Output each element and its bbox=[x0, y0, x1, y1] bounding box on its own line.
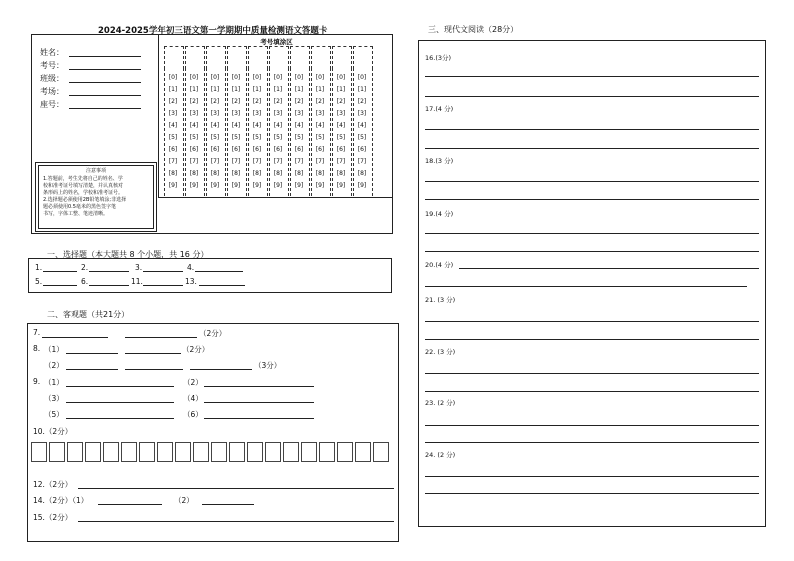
exam-digit-bubble[interactable]: [2] bbox=[294, 98, 304, 105]
exam-digit-bubble[interactable]: [7] bbox=[189, 158, 199, 165]
header-card bbox=[31, 34, 393, 234]
exam-digit-bubble[interactable]: [4] bbox=[294, 122, 304, 129]
q8-part1-answer-b[interactable] bbox=[125, 353, 181, 354]
exam-number-writein-box[interactable] bbox=[353, 46, 373, 69]
q10-char-box[interactable] bbox=[121, 442, 137, 462]
q10-char-box[interactable] bbox=[301, 442, 317, 462]
exam-digit-bubble[interactable]: [2] bbox=[252, 98, 262, 105]
q9-part2-answer[interactable] bbox=[204, 386, 314, 387]
exam-digit-bubble[interactable]: [4] bbox=[252, 122, 262, 129]
exam-digit-bubble[interactable]: [9] bbox=[294, 182, 304, 189]
exam-digit-bubble[interactable]: [3] bbox=[168, 110, 178, 117]
mc-answer-11[interactable] bbox=[143, 285, 183, 286]
exam-digit-bubble[interactable]: [9] bbox=[168, 182, 178, 189]
q10-char-box[interactable] bbox=[319, 442, 335, 462]
q9-part3-answer[interactable] bbox=[66, 402, 174, 403]
exam-digit-bubble[interactable]: [2] bbox=[357, 98, 367, 105]
exam-digit-bubble[interactable]: [0] bbox=[168, 74, 178, 81]
notice-line: 题必须使用0.5毫米的黑色签字笔 bbox=[43, 204, 116, 210]
field-class-label: 班级： bbox=[40, 74, 64, 83]
exam-digit-bubble[interactable]: [3] bbox=[294, 110, 304, 117]
exam-digit-bubble[interactable]: [9] bbox=[336, 182, 346, 189]
exam-digit-bubble[interactable]: [2] bbox=[273, 98, 283, 105]
exam-digit-bubble[interactable]: [5] bbox=[294, 134, 304, 141]
q23-answer-line[interactable] bbox=[425, 425, 759, 426]
exam-digit-bubble[interactable]: [0] bbox=[336, 74, 346, 81]
q9-part2-label: （2） bbox=[183, 378, 203, 387]
field-name-label: 姓名： bbox=[40, 48, 64, 57]
q10-char-box[interactable] bbox=[265, 442, 281, 462]
exam-digit-bubble[interactable]: [7] bbox=[357, 158, 367, 165]
exam-digit-bubble[interactable]: [9] bbox=[189, 182, 199, 189]
exam-digit-bubble[interactable]: [5] bbox=[252, 134, 262, 141]
q10-char-box[interactable] bbox=[193, 442, 209, 462]
section2-box bbox=[27, 323, 399, 542]
q14-part2-label: （2） bbox=[174, 496, 194, 505]
q9-label: 9. bbox=[33, 377, 41, 386]
field-name-line[interactable] bbox=[69, 56, 141, 57]
q8-part2-answer-b[interactable] bbox=[125, 369, 183, 370]
exam-digit-bubble[interactable]: [6] bbox=[315, 146, 325, 153]
q12-answer[interactable] bbox=[78, 488, 394, 489]
exam-digit-bubble[interactable]: [5] bbox=[336, 134, 346, 141]
q15-label: 15.（2分） bbox=[33, 513, 73, 522]
mc-answer-3[interactable] bbox=[143, 271, 183, 272]
notice-box bbox=[35, 162, 157, 232]
q10-char-box[interactable] bbox=[85, 442, 101, 462]
field-room-line[interactable] bbox=[69, 95, 141, 96]
notice-line: 校和准考证号填写清楚，并认真核对 bbox=[43, 183, 124, 189]
q18-answer-line[interactable] bbox=[425, 181, 759, 182]
q9-part6-label: （6） bbox=[183, 410, 203, 419]
exam-digit-bubble[interactable]: [0] bbox=[273, 74, 283, 81]
exam-digit-bubble[interactable]: [0] bbox=[210, 74, 220, 81]
exam-digit-bubble[interactable]: [2] bbox=[189, 98, 199, 105]
section2-title: 二、客观题（共21分） bbox=[47, 310, 130, 319]
q9-part1-label: （1） bbox=[44, 378, 64, 387]
q10-char-box[interactable] bbox=[31, 442, 47, 462]
q9-part5-answer[interactable] bbox=[66, 418, 174, 419]
q10-char-box[interactable] bbox=[229, 442, 245, 462]
mc-label-6: 6. bbox=[81, 277, 89, 286]
mc-label-11: 11. bbox=[131, 277, 143, 286]
exam-digit-bubble[interactable]: [6] bbox=[189, 146, 199, 153]
exam-digit-bubble[interactable]: [4] bbox=[189, 122, 199, 129]
q10-char-box[interactable] bbox=[247, 442, 263, 462]
mc-answer-4[interactable] bbox=[195, 271, 243, 272]
exam-digit-bubble[interactable]: [7] bbox=[168, 158, 178, 165]
exam-digit-bubble[interactable]: [0] bbox=[189, 74, 199, 81]
q21-answer-line[interactable] bbox=[425, 321, 759, 322]
exam-digit-bubble[interactable]: [8] bbox=[357, 170, 367, 177]
section1-box bbox=[28, 258, 392, 293]
section3-box bbox=[418, 40, 766, 527]
q17-label: 17.(4 分) bbox=[425, 105, 454, 113]
q19-label: 19.(4 分) bbox=[425, 210, 454, 218]
exam-number-grid bbox=[159, 46, 394, 198]
mc-label-13: 13. bbox=[185, 277, 197, 286]
exam-digit-bubble[interactable]: [5] bbox=[357, 134, 367, 141]
q17-answer-line[interactable] bbox=[425, 148, 759, 149]
exam-digit-bubble[interactable]: [7] bbox=[273, 158, 283, 165]
q10-char-box[interactable] bbox=[175, 442, 191, 462]
exam-digit-bubble[interactable]: [6] bbox=[273, 146, 283, 153]
exam-digit-bubble[interactable]: [7] bbox=[315, 158, 325, 165]
q20-answer-line[interactable] bbox=[425, 286, 747, 287]
exam-digit-bubble[interactable]: [8] bbox=[315, 170, 325, 177]
q20-answer-line[interactable] bbox=[459, 268, 759, 269]
exam-digit-bubble[interactable]: [7] bbox=[294, 158, 304, 165]
exam-digit-bubble[interactable]: [3] bbox=[315, 110, 325, 117]
exam-digit-bubble[interactable]: [4] bbox=[231, 122, 241, 129]
exam-digit-bubble[interactable]: [1] bbox=[336, 86, 346, 93]
q22-answer-line[interactable] bbox=[425, 373, 759, 374]
field-id-label: 考号： bbox=[40, 61, 64, 70]
exam-digit-bubble[interactable]: [5] bbox=[231, 134, 241, 141]
q10-box-grid bbox=[31, 442, 395, 464]
exam-digit-bubble[interactable]: [4] bbox=[315, 122, 325, 129]
exam-digit-bubble[interactable]: [3] bbox=[189, 110, 199, 117]
exam-digit-bubble[interactable]: [8] bbox=[252, 170, 262, 177]
q10-char-box[interactable] bbox=[373, 442, 389, 462]
exam-number-writein-box[interactable] bbox=[227, 46, 247, 69]
notice-line: 条形码上的姓名，学校和准考证号。 bbox=[43, 190, 124, 196]
exam-number-label: 考号填涂区 bbox=[260, 38, 293, 46]
exam-digit-bubble[interactable]: [9] bbox=[315, 182, 325, 189]
q10-char-box[interactable] bbox=[157, 442, 173, 462]
q9-part6-answer[interactable] bbox=[204, 418, 314, 419]
exam-digit-bubble[interactable]: [8] bbox=[273, 170, 283, 177]
q10-char-box[interactable] bbox=[337, 442, 353, 462]
q8-part1-label: （1） bbox=[44, 345, 64, 354]
mc-answer-2[interactable] bbox=[89, 271, 129, 272]
q9-part4-answer[interactable] bbox=[204, 402, 314, 403]
q8-part2-score: （3分） bbox=[254, 361, 282, 370]
exam-number-writein-box[interactable] bbox=[290, 46, 310, 69]
q8-label: 8. bbox=[33, 344, 41, 353]
q16-answer-line[interactable] bbox=[425, 76, 759, 77]
q16-answer-line[interactable] bbox=[425, 96, 759, 97]
notice-inner bbox=[38, 165, 154, 229]
exam-digit-bubble[interactable]: [5] bbox=[168, 134, 178, 141]
q15-answer[interactable] bbox=[78, 521, 394, 522]
q19-answer-line[interactable] bbox=[425, 251, 759, 252]
exam-digit-bubble[interactable]: [2] bbox=[210, 98, 220, 105]
mc-label-5: 5. bbox=[35, 277, 43, 286]
exam-number-writein-box[interactable] bbox=[185, 46, 205, 69]
mc-answer-6[interactable] bbox=[89, 285, 129, 286]
notice-line: 书写，字体工整、笔迹清晰。 bbox=[43, 211, 109, 217]
mc-answer-1[interactable] bbox=[43, 271, 77, 272]
exam-digit-bubble[interactable]: [6] bbox=[231, 146, 241, 153]
exam-digit-bubble[interactable]: [1] bbox=[252, 86, 262, 93]
exam-number-writein-box[interactable] bbox=[332, 46, 352, 69]
q19-answer-line[interactable] bbox=[425, 233, 759, 234]
field-seat-label: 座号： bbox=[40, 100, 64, 109]
exam-digit-bubble[interactable]: [4] bbox=[210, 122, 220, 129]
exam-digit-bubble[interactable]: [1] bbox=[273, 86, 283, 93]
exam-digit-bubble[interactable]: [9] bbox=[357, 182, 367, 189]
field-room-label: 考场： bbox=[40, 87, 64, 96]
q18-answer-line[interactable] bbox=[425, 199, 759, 200]
q24-answer-line[interactable] bbox=[425, 493, 759, 494]
exam-digit-bubble[interactable]: [8] bbox=[189, 170, 199, 177]
q21-label: 21. (3 分) bbox=[425, 296, 456, 304]
exam-digit-bubble[interactable]: [6] bbox=[210, 146, 220, 153]
exam-digit-bubble[interactable]: [5] bbox=[315, 134, 325, 141]
notice-line: 2.选择题必须使用2B铅笔填涂;非选择 bbox=[43, 197, 127, 203]
exam-digit-bubble[interactable]: [4] bbox=[336, 122, 346, 129]
q8-part1-score: （2分） bbox=[182, 345, 210, 354]
exam-digit-bubble[interactable]: [1] bbox=[294, 86, 304, 93]
exam-digit-bubble[interactable]: [4] bbox=[357, 122, 367, 129]
exam-digit-bubble[interactable]: [8] bbox=[210, 170, 220, 177]
q14-label: 14.（2分）（1） bbox=[33, 496, 89, 505]
q10-char-box[interactable] bbox=[211, 442, 227, 462]
exam-digit-bubble[interactable]: [8] bbox=[294, 170, 304, 177]
exam-digit-bubble[interactable]: [1] bbox=[189, 86, 199, 93]
q9-part3-label: （3） bbox=[44, 394, 64, 403]
exam-digit-bubble[interactable]: [0] bbox=[357, 74, 367, 81]
exam-digit-bubble[interactable]: [8] bbox=[336, 170, 346, 177]
exam-digit-bubble[interactable]: [3] bbox=[273, 110, 283, 117]
exam-digit-bubble[interactable]: [0] bbox=[252, 74, 262, 81]
exam-digit-bubble[interactable]: [7] bbox=[252, 158, 262, 165]
q8-part1-answer-a[interactable] bbox=[66, 353, 118, 354]
notice-title: 注意事项 bbox=[85, 168, 106, 174]
section1-title: 一、选择题（本大题共 8 个小题，共 16 分） bbox=[47, 250, 209, 259]
q16-label: 16.(3分) bbox=[425, 54, 452, 62]
notice-line: 1.答题前，考生先将自己的姓名、学 bbox=[43, 176, 123, 182]
section3-title: 三、现代文阅读（28分） bbox=[428, 25, 519, 34]
exam-digit-bubble[interactable]: [6] bbox=[294, 146, 304, 153]
q24-answer-line[interactable] bbox=[425, 476, 759, 477]
exam-digit-bubble[interactable]: [5] bbox=[210, 134, 220, 141]
exam-number-writein-box[interactable] bbox=[206, 46, 226, 69]
exam-digit-bubble[interactable]: [0] bbox=[315, 74, 325, 81]
mc-answer-5[interactable] bbox=[43, 285, 77, 286]
q7-answer-a[interactable] bbox=[42, 337, 108, 338]
exam-digit-bubble[interactable]: [6] bbox=[168, 146, 178, 153]
q10-char-box[interactable] bbox=[49, 442, 65, 462]
q10-char-box[interactable] bbox=[67, 442, 83, 462]
exam-digit-bubble[interactable]: [3] bbox=[357, 110, 367, 117]
exam-digit-bubble[interactable]: [1] bbox=[357, 86, 367, 93]
exam-digit-bubble[interactable]: [3] bbox=[252, 110, 262, 117]
exam-digit-bubble[interactable]: [0] bbox=[231, 74, 241, 81]
q10-char-box[interactable] bbox=[139, 442, 155, 462]
q22-label: 22. (3 分) bbox=[425, 348, 456, 356]
q7-answer-b[interactable] bbox=[125, 337, 197, 338]
exam-number-writein-box[interactable] bbox=[269, 46, 289, 69]
q18-label: 18.(3 分) bbox=[425, 157, 454, 165]
exam-digit-bubble[interactable]: [0] bbox=[294, 74, 304, 81]
exam-digit-bubble[interactable]: [2] bbox=[231, 98, 241, 105]
q8-part2-label: （2） bbox=[44, 361, 64, 370]
q8-part2-answer-a[interactable] bbox=[66, 369, 118, 370]
exam-digit-bubble[interactable]: [4] bbox=[273, 122, 283, 129]
q7-label: 7. bbox=[33, 328, 41, 337]
exam-number-area bbox=[158, 35, 393, 198]
field-id-line[interactable] bbox=[69, 69, 141, 70]
page-title: 2024-2025学年初三语文第一学期期中质量检测语文答题卡 bbox=[98, 26, 328, 36]
q10-char-box[interactable] bbox=[355, 442, 371, 462]
exam-number-writein-box[interactable] bbox=[248, 46, 268, 69]
exam-digit-bubble[interactable]: [1] bbox=[231, 86, 241, 93]
q23-answer-line[interactable] bbox=[425, 442, 759, 443]
field-class-line[interactable] bbox=[69, 82, 141, 83]
exam-digit-bubble[interactable]: [7] bbox=[231, 158, 241, 165]
mc-answer-13[interactable] bbox=[199, 285, 245, 286]
exam-number-writein-box[interactable] bbox=[311, 46, 331, 69]
exam-digit-bubble[interactable]: [8] bbox=[168, 170, 178, 177]
q9-part4-label: （4） bbox=[183, 394, 203, 403]
q20-label: 20.(4 分) bbox=[425, 261, 454, 269]
q22-answer-line[interactable] bbox=[425, 391, 759, 392]
exam-digit-bubble[interactable]: [5] bbox=[189, 134, 199, 141]
exam-digit-bubble[interactable]: [9] bbox=[252, 182, 262, 189]
q21-answer-line[interactable] bbox=[425, 339, 759, 340]
exam-digit-bubble[interactable]: [2] bbox=[168, 98, 178, 105]
exam-digit-bubble[interactable]: [7] bbox=[210, 158, 220, 165]
exam-digit-bubble[interactable]: [1] bbox=[315, 86, 325, 93]
mc-label-1: 1. bbox=[35, 263, 43, 272]
exam-digit-bubble[interactable]: [3] bbox=[210, 110, 220, 117]
field-seat-line[interactable] bbox=[69, 108, 141, 109]
exam-digit-bubble[interactable]: [3] bbox=[231, 110, 241, 117]
q9-part5-label: （5） bbox=[44, 410, 64, 419]
exam-digit-bubble[interactable]: [8] bbox=[231, 170, 241, 177]
mc-label-3: 3. bbox=[135, 263, 143, 272]
exam-digit-bubble[interactable]: [9] bbox=[231, 182, 241, 189]
exam-digit-bubble[interactable]: [7] bbox=[336, 158, 346, 165]
exam-digit-bubble[interactable]: [5] bbox=[273, 134, 283, 141]
mc-label-2: 2. bbox=[81, 263, 89, 272]
exam-digit-bubble[interactable]: [2] bbox=[336, 98, 346, 105]
exam-digit-bubble[interactable]: [9] bbox=[210, 182, 220, 189]
exam-digit-bubble[interactable]: [2] bbox=[315, 98, 325, 105]
exam-digit-bubble[interactable]: [6] bbox=[252, 146, 262, 153]
q7-score: （2分） bbox=[199, 329, 227, 338]
exam-digit-bubble[interactable]: [1] bbox=[210, 86, 220, 93]
q9-part1-answer[interactable] bbox=[66, 386, 174, 387]
exam-digit-bubble[interactable]: [1] bbox=[168, 86, 178, 93]
q24-label: 24. (2 分) bbox=[425, 451, 456, 459]
mc-label-4: 4. bbox=[187, 263, 195, 272]
exam-digit-bubble[interactable]: [6] bbox=[336, 146, 346, 153]
q14-part1-answer[interactable] bbox=[98, 504, 162, 505]
exam-digit-bubble[interactable]: [3] bbox=[336, 110, 346, 117]
q14-part2-answer[interactable] bbox=[202, 504, 254, 505]
q23-label: 23. (2 分) bbox=[425, 399, 456, 407]
exam-digit-bubble[interactable]: [9] bbox=[273, 182, 283, 189]
exam-digit-bubble[interactable]: [4] bbox=[168, 122, 178, 129]
q10-label: 10.（2分） bbox=[33, 427, 73, 436]
q12-label: 12.（2分） bbox=[33, 480, 73, 489]
q10-char-box[interactable] bbox=[103, 442, 119, 462]
q17-answer-line[interactable] bbox=[425, 129, 759, 130]
exam-digit-bubble[interactable]: [6] bbox=[357, 146, 367, 153]
q10-char-box[interactable] bbox=[283, 442, 299, 462]
q8-part2-answer-c[interactable] bbox=[190, 369, 252, 370]
exam-number-writein-box[interactable] bbox=[164, 46, 184, 69]
